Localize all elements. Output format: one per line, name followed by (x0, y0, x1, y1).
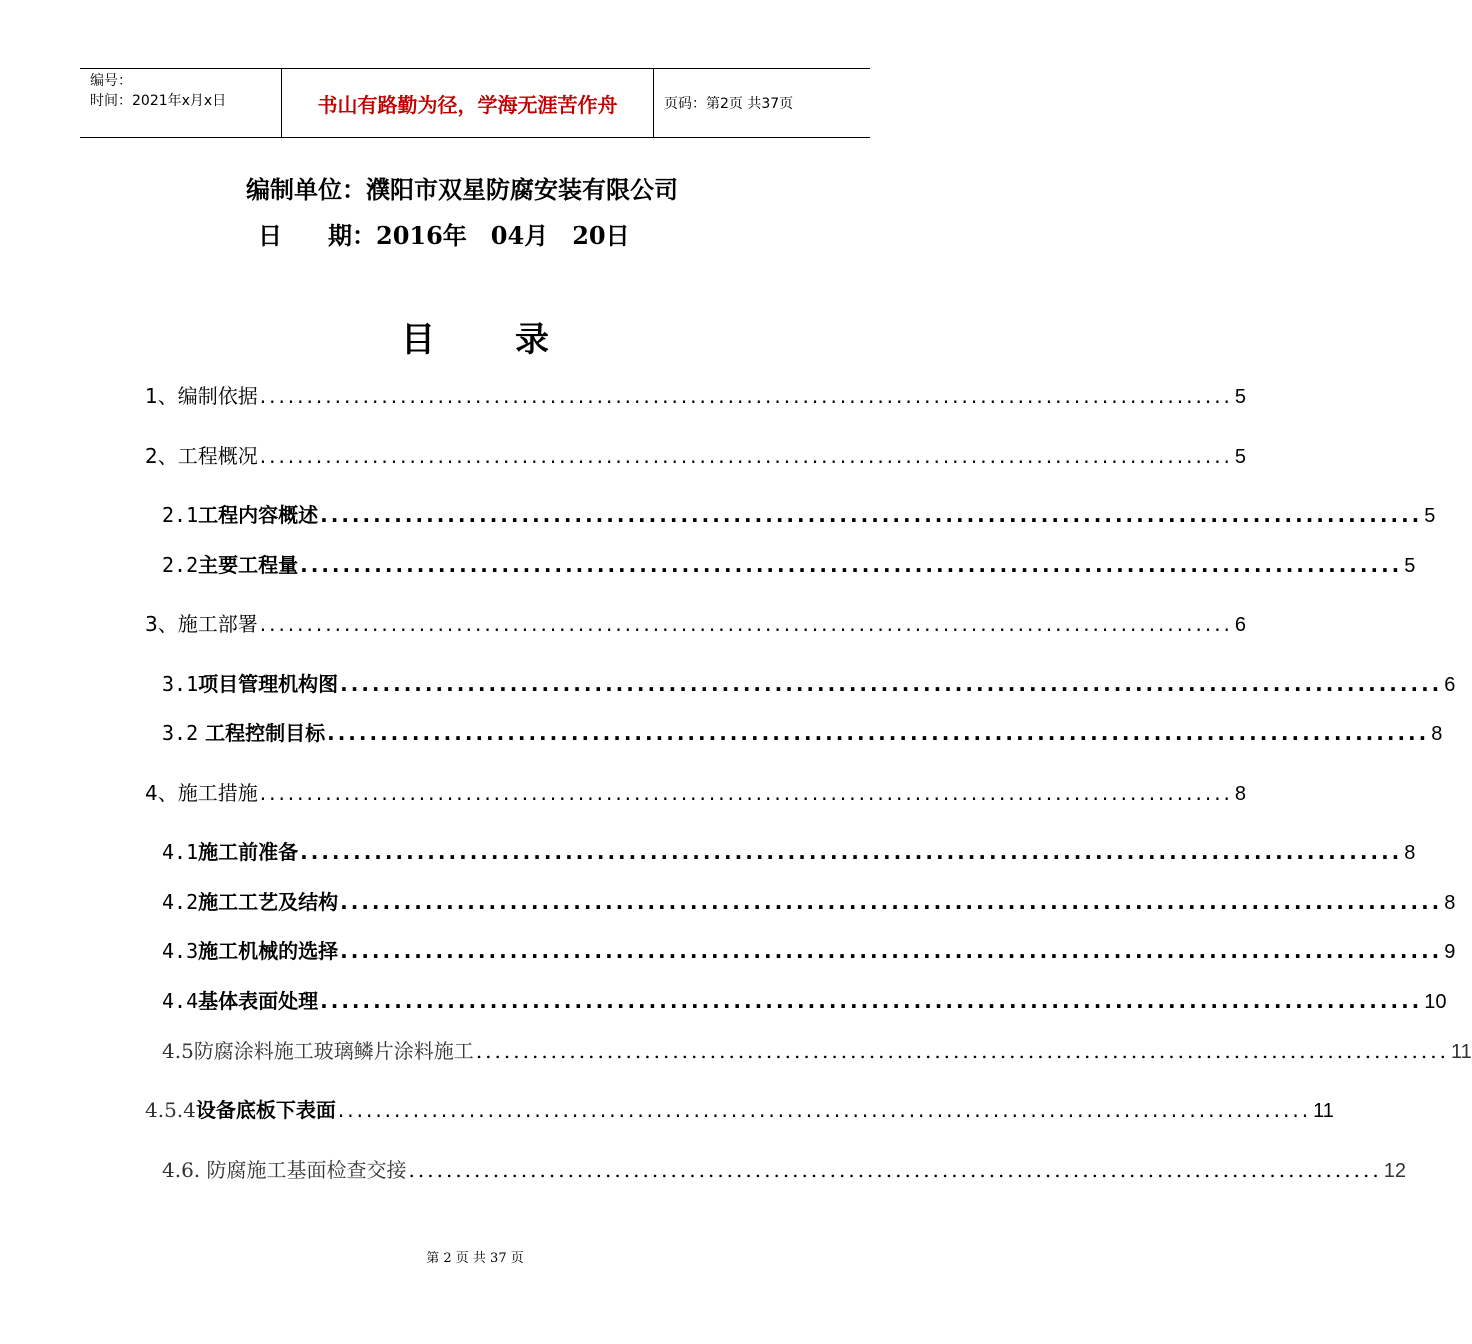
toc-entry[interactable] (162, 886, 1456, 915)
toc-leader: ........................................................................................................ (259, 444, 1233, 468)
toc-page: 6 (1234, 614, 1247, 636)
toc-entry[interactable] (145, 380, 1247, 409)
toc-text: 编制依据 (177, 384, 258, 408)
toc-leader: ........................................................................................................ (340, 890, 1443, 914)
date-value: 期：2016年 04月 20日 (328, 221, 630, 250)
toc-text: 工程控制目标 (198, 721, 326, 745)
toc-entry[interactable] (162, 717, 1443, 746)
date-label: 日 (258, 221, 282, 250)
toc-entry[interactable] (162, 985, 1447, 1014)
toc-text: 施工前准备 (198, 840, 299, 864)
toc-leader: ........................................................................................................ (320, 989, 1423, 1013)
toc-leader: ........................................................................................................ (337, 1098, 1312, 1122)
toc-entry[interactable] (162, 549, 1416, 578)
toc-num: 2.1 (162, 503, 199, 527)
toc-leader: ........................................................................................................ (475, 1039, 1449, 1063)
toc-page: 5 (1404, 555, 1416, 577)
toc-page: 6 (1444, 674, 1456, 696)
toc-entry[interactable] (162, 1035, 1472, 1064)
toc-num: 3.2 (162, 721, 199, 745)
toc-text: 项目管理机构图 (198, 672, 339, 696)
toc-entry[interactable] (162, 836, 1416, 865)
toc-leader: ........................................................................................................ (340, 672, 1443, 696)
toc-entry[interactable] (145, 1094, 1334, 1123)
toc-num: 3.1 (162, 672, 199, 696)
toc-text: 工程概况 (177, 444, 258, 468)
toc-text: 主要工程量 (198, 553, 299, 577)
toc-entry[interactable] (162, 668, 1456, 697)
toc-num: 4.5 (162, 1039, 194, 1063)
toc-leader: ........................................................................................................ (259, 384, 1233, 408)
toc-num: 4.6. (162, 1158, 201, 1182)
toc-entry[interactable] (162, 499, 1436, 528)
header-meta (80, 69, 282, 137)
toc-leader: ........................................................................................................ (340, 939, 1443, 963)
toc-leader: ........................................................................................................ (259, 781, 1233, 805)
toc-entry[interactable] (145, 608, 1247, 637)
toc-num: 4.3 (162, 939, 199, 963)
header-motto: 书山有路勤为径，学海无涯苦作舟 (282, 69, 654, 137)
toc-num: 4、 (145, 781, 178, 805)
toc-entry[interactable] (145, 440, 1247, 469)
toc-num: 4.4 (162, 989, 199, 1013)
toc-text: 防腐施工基面检查交接 (200, 1158, 407, 1182)
toc-num: 2、 (145, 444, 178, 468)
toc-text: 施工部署 (177, 612, 258, 636)
toc-page: 8 (1234, 783, 1247, 805)
toc-leader: ........................................................................................................ (300, 553, 1403, 577)
toc-title: 目录 (401, 320, 629, 360)
toc-page: 8 (1444, 892, 1456, 914)
toc-page: 11 (1450, 1041, 1472, 1063)
toc-page: 5 (1424, 505, 1436, 527)
toc-num: 3、 (145, 612, 178, 636)
toc-text: 设备底板下表面 (195, 1098, 336, 1122)
toc-page: 10 (1424, 991, 1447, 1013)
toc-num: 4.1 (162, 840, 199, 864)
toc-num: 2.2 (162, 553, 199, 577)
header-page-info: 页码：第2页 共37页 (664, 96, 794, 112)
header-number: 编号： (90, 73, 132, 89)
page-footer: 第 2 页 共 37 页 (426, 1251, 524, 1266)
toc-page: 5 (1234, 446, 1247, 468)
toc-leader: ........................................................................................................ (327, 721, 1430, 745)
toc-leader: ........................................................................................................ (408, 1158, 1382, 1182)
date-line (258, 216, 630, 251)
header-time: 时间：2021年x月x日 (90, 93, 227, 109)
toc-text: 基体表面处理 (198, 989, 319, 1013)
toc-leader: ........................................................................................................ (320, 503, 1423, 527)
toc-page: 5 (1234, 386, 1247, 408)
toc-leader: ........................................................................................................ (300, 840, 1403, 864)
toc-text: 施工措施 (177, 781, 258, 805)
toc-entry[interactable] (162, 935, 1456, 964)
toc-num: 4.5.4 (145, 1098, 196, 1122)
toc-page: 12 (1383, 1160, 1406, 1182)
toc-page: 8 (1431, 723, 1443, 745)
toc-num: 1、 (145, 384, 178, 408)
toc-leader: ........................................................................................................ (259, 612, 1233, 636)
toc-page: 9 (1444, 941, 1456, 963)
toc-entry[interactable] (145, 777, 1247, 806)
toc-entry[interactable] (162, 1154, 1406, 1183)
toc-text: 施工机械的选择 (198, 939, 339, 963)
toc-page: 11 (1313, 1100, 1334, 1122)
toc-text: 施工工艺及结构 (198, 890, 339, 914)
page-header (80, 68, 870, 138)
org-line: 编制单位：濮阳市双星防腐安装有限公司 (246, 175, 678, 204)
toc-page: 8 (1404, 842, 1416, 864)
toc-text: 工程内容概述 (198, 503, 319, 527)
toc-text: 防腐涂料施工玻璃鳞片涂料施工 (193, 1039, 474, 1063)
toc-num: 4.2 (162, 890, 199, 914)
